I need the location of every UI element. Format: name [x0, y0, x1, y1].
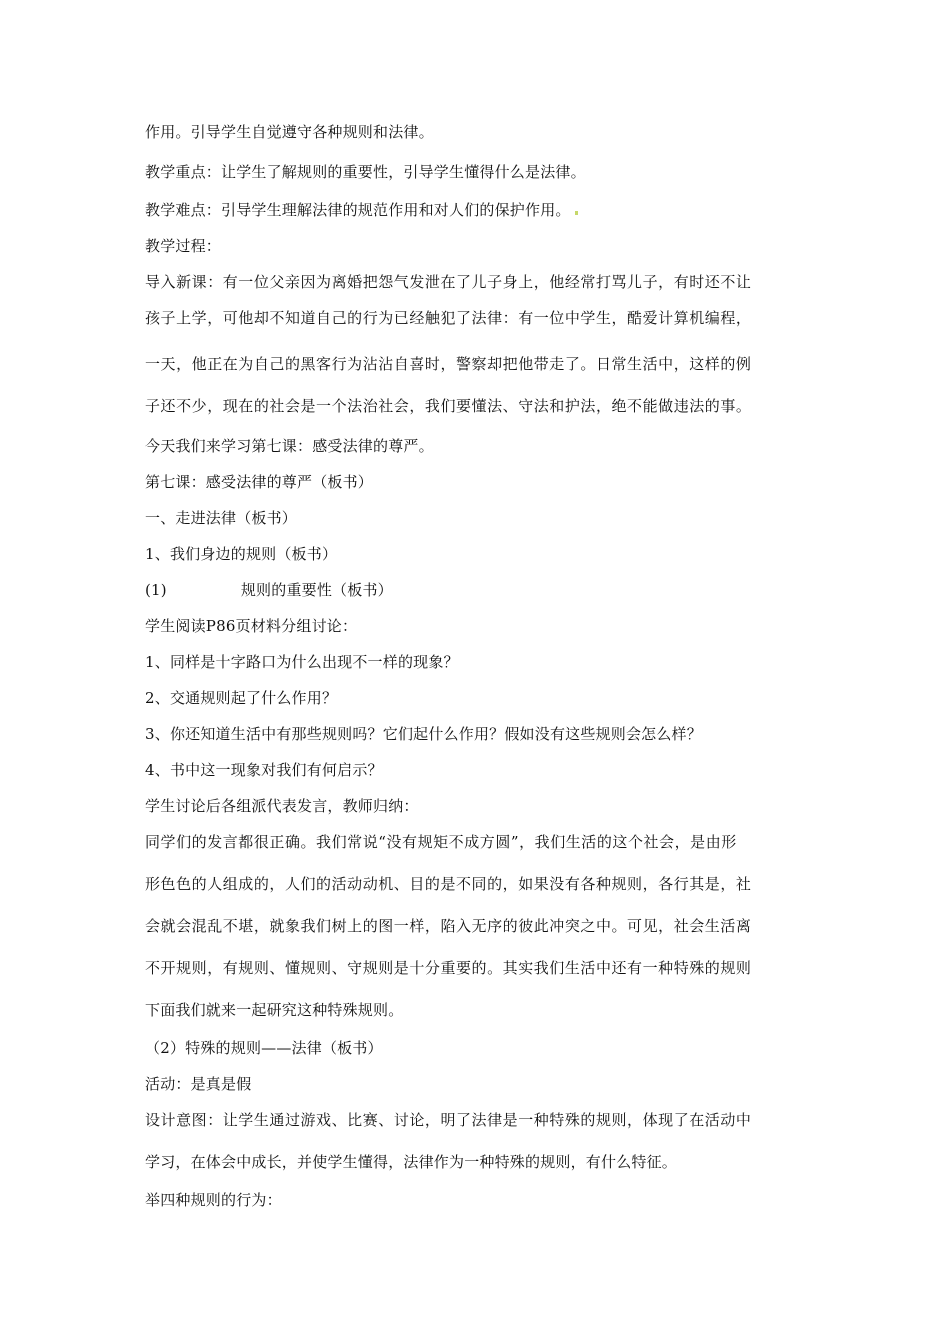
text-line: 不开规则，有规则、懂规则、守规则是十分重要的。其实我们生活中还有一种特殊的规则 [145, 959, 752, 977]
text-line: 形色色的人组成的，人们的活动动机、目的是不同的，如果没有各种规则，各行其是，社 [145, 875, 752, 893]
text-line: 会就会混乱不堪，就象我们树上的图一样，陷入无序的彼此冲突之中。可见，社会生活离 [145, 917, 752, 935]
text-line: 教学过程： [145, 237, 222, 255]
text-line: 教学重点：让学生了解规则的重要性，引导学生懂得什么是法律。 [145, 163, 586, 181]
text-line: 1、我们身边的规则（板书） [145, 545, 338, 563]
text-line: 孩子上学，可他却不知道自己的行为已经触犯了法律：有一位中学生，酷爱计算机编程， [145, 309, 752, 327]
text-line: 3、你还知道生活中有那些规则吗？它们起什么作用？假如没有这些规则会怎么样？ [145, 725, 702, 743]
text-line: 第七课：感受法律的尊严（板书） [145, 473, 374, 491]
text-line: 1、同样是十字路口为什么出现不一样的现象？ [145, 653, 459, 671]
text-line: 今天我们来学习第七课：感受法律的尊严。 [145, 437, 434, 455]
text-line: 一天，他正在为自己的黑客行为沾沾自喜时，警察却把他带走了。日常生活中，这样的例 [145, 355, 752, 373]
text-line: 活动：是真是假 [145, 1075, 252, 1093]
text-line: 学生阅读P86页材料分组讨论： [145, 617, 358, 635]
text-line: 举四种规则的行为： [145, 1191, 282, 1209]
text-line-content: 教学难点：引导学生理解法律的规范作用和对人们的保护作用。 [145, 201, 571, 219]
text-line: 导入新课：有一位父亲因为离婚把怨气发泄在了儿子身上，他经常打骂儿子，有时还不让 [145, 273, 752, 291]
text-line-content: 规则的重要性（板书） [240, 581, 393, 599]
list-number: (1) [145, 581, 167, 599]
highlight-mark [575, 211, 578, 215]
text-line: （2）特殊的规则——法律（板书） [145, 1039, 383, 1057]
text-line: 下面我们就来一起研究这种特殊规则。 [145, 1001, 404, 1019]
text-line: 子还不少，现在的社会是一个法治社会，我们要懂法、守法和护法，绝不能做违法的事。 [145, 397, 752, 415]
text-line [145, 580, 393, 600]
text-line: 设计意图：让学生通过游戏、比赛、讨论，明了法律是一种特殊的规则，体现了在活动中 [145, 1111, 752, 1129]
text-line: 4、书中这一现象对我们有何启示？ [145, 761, 383, 779]
text-line: 2、交通规则起了什么作用？ [145, 689, 338, 707]
text-line: 一、走进法律（板书） [145, 509, 298, 527]
text-line: 学生讨论后各组派代表发言，教师归纳： [145, 797, 419, 815]
text-line: 同学们的发言都很正确。我们常说“没有规矩不成方圆”，我们生活的这个社会，是由形 [145, 833, 737, 851]
text-line: 作用。引导学生自觉遵守各种规则和法律。 [145, 123, 434, 141]
text-line [145, 200, 578, 220]
text-line: 学习，在体会中成长，并使学生懂得，法律作为一种特殊的规则，有什么特征。 [145, 1153, 678, 1171]
